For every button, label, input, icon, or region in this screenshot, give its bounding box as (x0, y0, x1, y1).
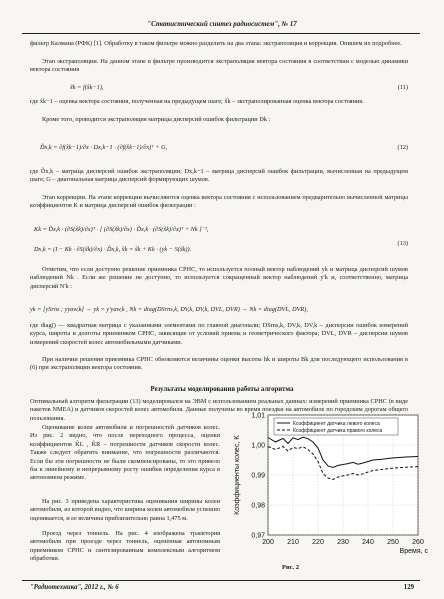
section-title: Результаты моделирования работы алгоритма (150, 386, 294, 393)
y-tick-label: 1,01 (251, 412, 265, 420)
paragraph-2: Этап экстраполяции. На данном этапе в фильтре производится экстраполяция вектора состояния в соответствии с моделью динамики вектора состояния (30, 58, 408, 74)
equation-13-number: (13) (397, 240, 408, 247)
equation-11-body: x̃k = f(x̂k−1), (70, 84, 104, 91)
x-tick-label: 240 (362, 539, 374, 546)
equation-13 (30, 226, 408, 255)
equation-11 (30, 84, 408, 92)
page-number: 129 (403, 584, 414, 591)
figure-2 (230, 405, 430, 565)
equation-14 (30, 306, 408, 314)
y-tick-label: 0,97 (251, 532, 265, 540)
paragraph-4: Кроме того, проводится экстраполяция матрицы дисперсий ошибок фильтрации Dk : (42, 116, 271, 123)
paragraph-9: При наличии решения приемника СРНС обновляются величины оценки высоты hk и широты Bk для последующего использования в (6) при экстраполяции вектора состояния. (30, 356, 408, 372)
equation-12-body: D̃x,k = ∂f(x̂k−1)/∂x · Dx,k−1 · (∂f(x̂k−1)/∂x)ᵀ + G, (40, 144, 168, 151)
paragraph-10: Оптимальный алгоритм фильтрации (13) моделировался на ЭВМ с использованием реальных данных: измерений приемника СРНС (в виде пакетов NMEA) и датчиков скоростей колес автомобиля. Данные получены во время поездки на автомобиле по городским дорогам общего пользования. (30, 398, 408, 422)
x-tick-label: 260 (412, 539, 424, 546)
y-axis-label: Коэффициенты колес, K (234, 435, 241, 515)
footer-rule (22, 580, 420, 581)
paragraph-8: где diag() — квадратная матрица с указанными элементами по главной диагонали; DSrns,k, DV,k, DV,k – дисперсии ошибок измерений курса, широты и долготы приемником СРНС, зависящие от условий приема и геометрического фактора; DVL, DVR – дисперсии шумов измерений скоростей колес автомобильными датчиками. (30, 322, 408, 346)
x-tick-label: 230 (337, 539, 349, 546)
x-tick-label: 210 (287, 539, 299, 546)
equation-13a: Kk = D̃x,k · (∂S(x̃k)/∂x)ᵀ · [ (∂S(x̃k)/∂x) · D̃x,k · (∂S(x̃k)/∂x)ᵀ + Nk ]⁻¹, (34, 226, 209, 233)
equation-14-body: yk = [ySrns ; yyaw,k] → yk = y'yaw,k , Nk = diag(DSrns,k, DV,k, DV,k, DVL, DVR) → Nk = diag(DVL, DVR), (30, 306, 308, 313)
paragraph-7: Отметим, что если доступно решение приемника СРНС, то используется полный вектор наблюдений yk и матрица дисперсий шумов наблюдений Nk . Если же решение не доступно, то используется сокращенный вектор наблюдений y'k и, соответственно, матрица дисперсий N'k : (30, 266, 408, 290)
figure-2-chart (230, 405, 430, 565)
running-header: "Статистический синтез радиосистем", № 17 (147, 20, 297, 28)
paragraph-13: Проезд через тоннель. На рис. 4 изображена траектория автомобиля при проезде через тоннель, оцененная автономным приемником СРНС и синтезированным комплексным алгоритмом обработки. (30, 530, 220, 563)
footer-journal: "Радиотехника", 2012 г., № 6 (30, 584, 119, 591)
header-rule (22, 33, 420, 34)
paragraph-1: фильтр Калмана (РФК) [1]. Обработку в таком фильтре можно разделить на два этапа: экстраполяция и коррекция. Опишем их подробнее. (30, 40, 402, 47)
equation-12 (30, 144, 408, 152)
legend-entry: Коэффициент датчика левого колеса (293, 421, 380, 427)
paragraph-11: Оценивание колеи автомобиля и погрешностей датчиков колес. Из рис. 2 видно, что после переходного процесса, оценки коэффициентов K̂L , K̂R – погрешности датчиков скорости колес. Также следует обратить внимание, что погрешности различаются. Если бы эти погрешности не были скомпенсированы, то это привело бы к линейному и непрерывному росту ошибки определения курса в автономном режиме. (30, 424, 220, 482)
y-tick-label: 0,98 (251, 502, 265, 510)
legend-entry: Коэффициент датчика правого колеса (293, 428, 383, 434)
paragraph-3: где x̂k−1 – оценка вектора состояния, полученная на предыдущем шаге; x̃k – экстраполированная оценка вектора состояния. (30, 98, 364, 105)
equation-12-number: (12) (397, 144, 408, 151)
x-tick-label: 200 (262, 539, 274, 546)
x-tick-label: 220 (312, 539, 324, 546)
paragraph-6: Этап коррекции. На этапе коррекции вычисляются оценка вектора состояния с использованием предварительно вычисленной матрицы коэффициентов K и матрица дисперсий ошибок фильтрации : (30, 194, 408, 210)
x-axis-label: Время, с (399, 548, 428, 555)
paragraph-5: где D̃x,k – матрица дисперсий ошибок экстраполяции; Dx,k−1 – матрица дисперсий ошибок фильтрации, вычисленная на предыдущем шаге; G – диагональная матрица дисперсий формирующих шумов. (30, 168, 408, 184)
equation-13b: Dx,k = (I − Kk · ∂S(x̃k)/∂x) · D̃x,k, x̂k = x̃k + Kk · (yk − S(x̃k)). (34, 246, 192, 254)
y-tick-label: 1,00 (251, 442, 265, 450)
x-tick-label: 250 (387, 539, 399, 546)
equation-11-number: (11) (397, 84, 408, 91)
paragraph-12: На рис. 3 приведена характеристика оценивания ширины колеи автомобиля, из которой видно, что ширина колеи автомобиля успешно оценивается, и ее величина приблизительно равна 1,475 м. (30, 498, 220, 522)
figure-caption: Рис. 2 (282, 564, 300, 571)
y-tick-label: 0,99 (251, 472, 265, 480)
